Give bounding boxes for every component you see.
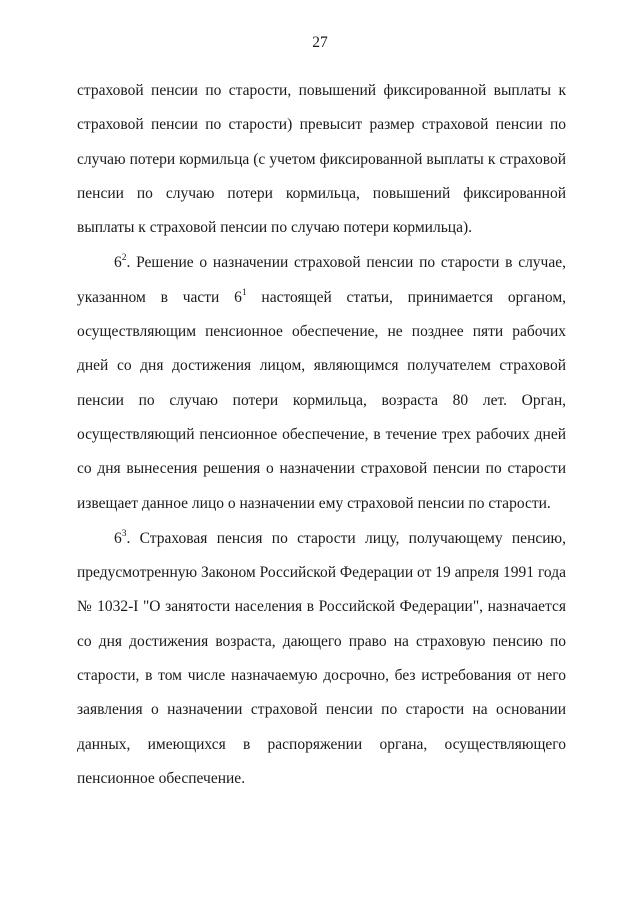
part-number-superscript: 3 (121, 528, 127, 539)
paragraph-text: . Страховая пенсия по старости лицу, получающему пенсию, предусмотренную Законом Российской Федерации от 19 апреля 1991 года № 1032-I "О занятости населения в Российской Федерации", назначается со дня достижения возраста, дающего право на страховую пенсию по старости, в том числе назначаемую досрочно, без истребования от него заявления о назначении страховой пенсии по старости на основании данных, имеющихся в распоряжении органа, осуществляющего пенсионное обеспечение. (77, 529, 566, 787)
paragraph-part-6-2 (77, 246, 566, 520)
document-body (77, 74, 566, 796)
reference-superscript: 1 (241, 287, 247, 298)
paragraph-text: настоящей статьи, принимается органом, осуществляющим пенсионное обеспечение, не позднее пяти рабочих дней со дня достижения лицом, являющимся получателем страховой пенсии по случаю потери кормильца, возраста 80 лет. Орган, осуществляющий пенсионное обеспечение, в течение трех рабочих дней со дня вынесения решения о назначении страховой пенсии по старости извещает данное лицо о назначении ему страховой пенсии по старости. (77, 288, 566, 512)
part-number: 6 (114, 254, 122, 272)
paragraph-continuation: страховой пенсии по старости, повышений фиксированной выплаты к страховой пенсии по старости) превысит размер страховой пенсии по случаю потери кормильца (с учетом фиксированной выплаты к страховой пенсии по случаю потери кормильца, повышений фиксированной выплаты к страховой пенсии по случаю потери кормильца). (77, 82, 566, 237)
reference-number: 6 (234, 288, 242, 306)
paragraph-part-6-3 (77, 522, 566, 796)
page-number: 27 (312, 34, 328, 51)
part-number-superscript: 2 (121, 253, 127, 264)
part-number: 6 (114, 529, 122, 547)
paragraph-text: . Решение о назначении страховой пенсии по старости в случае, указанном в части (77, 254, 566, 306)
